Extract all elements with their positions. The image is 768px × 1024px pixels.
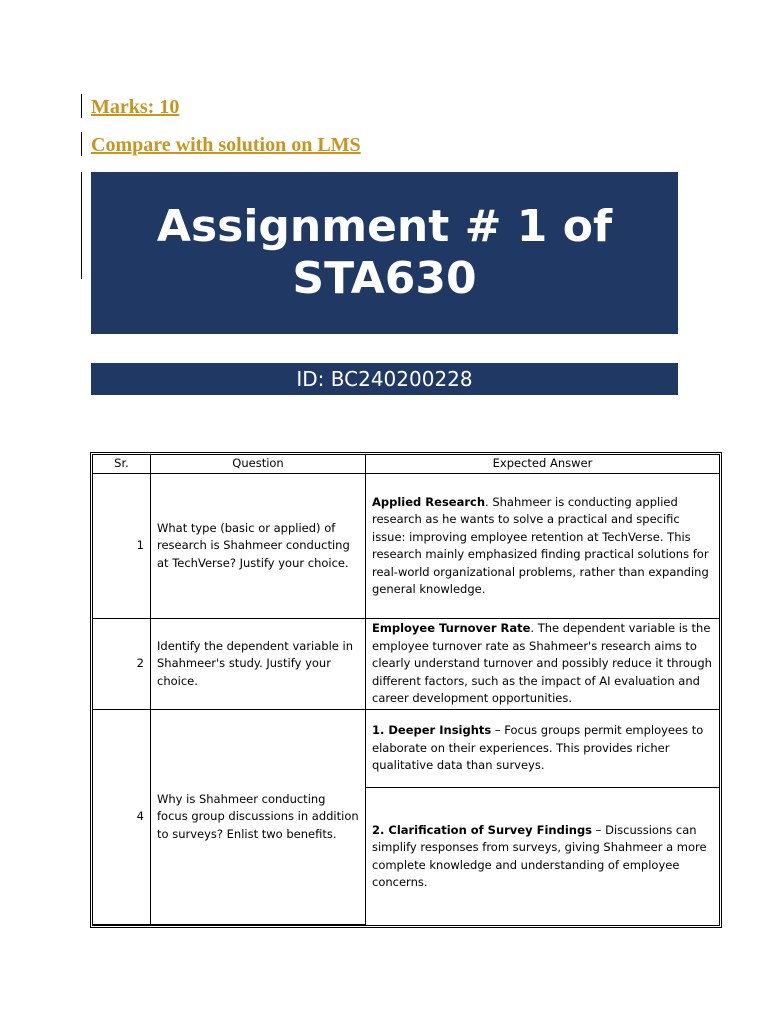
benefit-heading: 2. Clarification of Survey Findings (372, 822, 593, 837)
margin-rule (81, 94, 82, 118)
page-title: Assignment # 1 of STA630 (156, 201, 613, 304)
column-header-sr: Sr. (93, 455, 151, 474)
id-banner (91, 363, 678, 395)
table-row (93, 710, 719, 788)
column-header-answer: Expected Answer (366, 455, 719, 474)
row-sr: 2 (93, 619, 151, 710)
qa-table (90, 452, 722, 928)
compare-link[interactable]: Compare with solution on LMS (91, 134, 361, 156)
benefit-text: – Focus groups permit employees to elaborate on their experiences. This provides richer qualitative data than surveys. (372, 723, 704, 773)
margin-rule (81, 132, 82, 156)
title-banner (91, 172, 678, 334)
benefit-heading: 1. Deeper Insights (372, 723, 492, 738)
margin-rule (81, 172, 82, 279)
row-question: Identify the dependent variable in Shahmeer's study. Justify your choice. (151, 619, 366, 710)
table-header-row (93, 455, 719, 474)
row-question: Why is Shahmeer conducting focus group discussions in addition to surveys? Enlist two benefits. (151, 710, 366, 925)
row-answer-benefit-2 (366, 788, 719, 925)
table-row (93, 474, 719, 619)
benefit-text: – Discussions can simplify responses from surveys, giving Shahmeer a more complete knowledge and understanding of employee concerns. (372, 822, 707, 889)
answer-heading: Applied Research (372, 494, 486, 509)
table-row (93, 619, 719, 710)
marks-heading: Marks: 10 (91, 96, 180, 118)
student-id: ID: BC240200228 (296, 367, 473, 391)
answer-text: . Shahmeer is conducting applied research as he wants to solve a practical and specific issue: improving employee retention at TechVerse. This research mainly emphasized finding practical solutions for real-world organizational problems, rather than expanding general knowledge. (372, 494, 709, 596)
row-answer (366, 619, 719, 710)
row-answer-benefit-1 (366, 710, 719, 788)
row-question: What type (basic or applied) of research is Shahmeer conducting at TechVerse? Justify your choice. (151, 474, 366, 619)
answer-heading: Employee Turnover Rate (372, 621, 531, 636)
row-sr: 1 (93, 474, 151, 619)
row-sr: 4 (93, 710, 151, 925)
row-answer (366, 474, 719, 619)
column-header-question: Question (151, 455, 366, 474)
answer-text: . The dependent variable is the employee turnover rate as Shahmeer's research aims to clearly understand turnover and possibly reduce it through different factors, such as the impact of AI evaluation and career development opportunities. (372, 621, 712, 706)
